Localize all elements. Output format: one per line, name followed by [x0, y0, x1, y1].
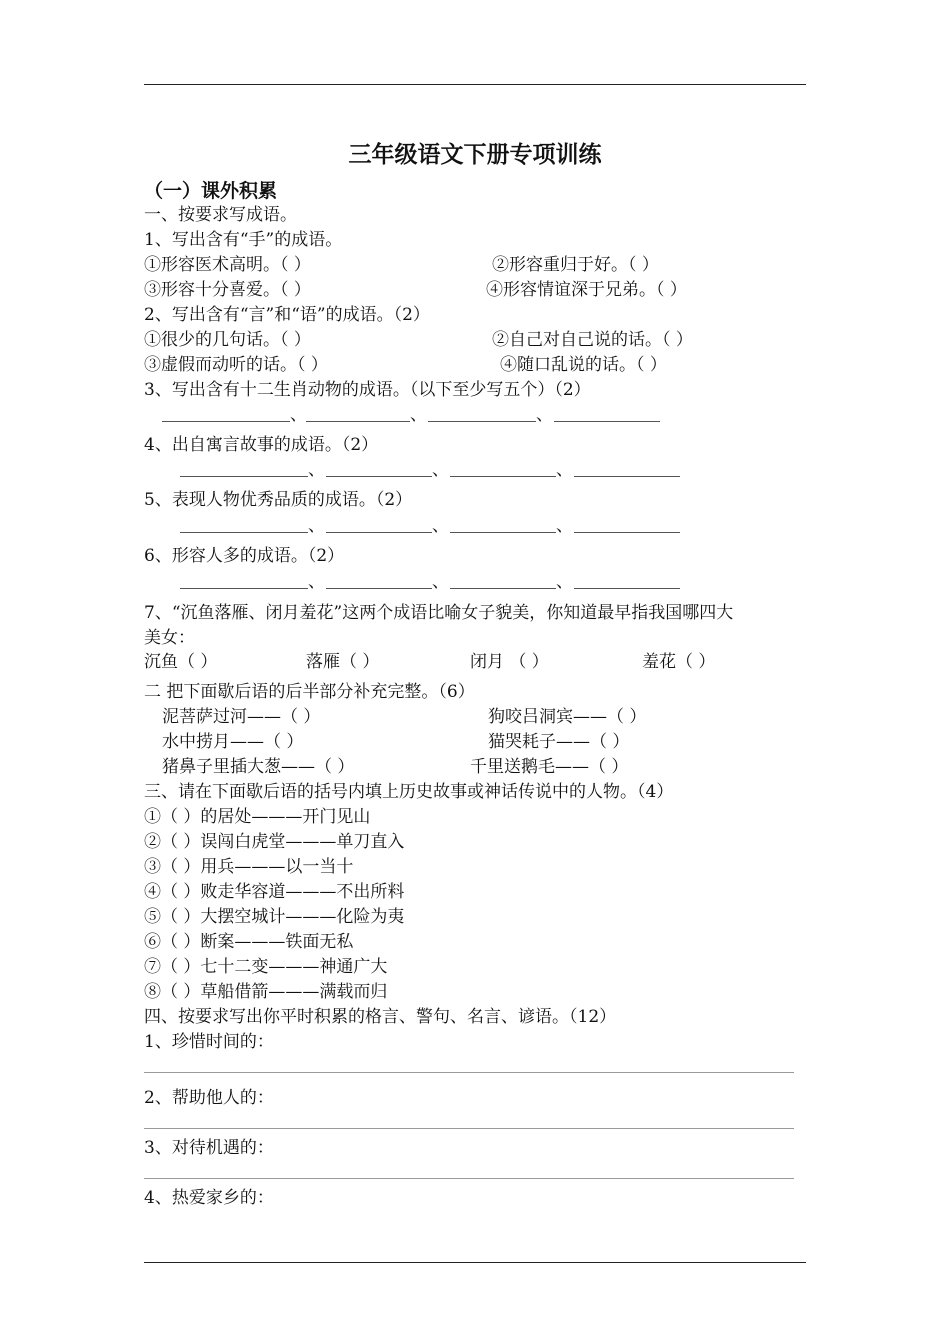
xiehouyu-item: 水中捞月——（ ）: [162, 732, 304, 752]
answer-blank[interactable]: [450, 476, 556, 477]
q1-item-d: ④形容情谊深于兄弟。（ ）: [486, 280, 687, 300]
answer-blank[interactable]: [180, 532, 308, 533]
proverb-prompt: 3、对待机遇的：: [144, 1138, 274, 1158]
q1-heading: 1、写出含有“手”的成语。: [144, 230, 343, 250]
proverb-prompt: 1、珍惜时间的：: [144, 1032, 274, 1052]
q2-item-b: ②自己对自己说的话。（ ）: [492, 330, 693, 350]
writing-line[interactable]: [144, 1178, 794, 1179]
proverb-prompt: 2、帮助他人的：: [144, 1088, 274, 1108]
part4-heading: 四、按要求写出你平时积累的格言、警句、名言、谚语。（12）: [144, 1007, 617, 1027]
figure-item: ①（ ）的居处———开门见山: [144, 807, 371, 827]
separator: 、: [308, 516, 325, 536]
q2-item-d: ④随口乱说的话。（ ）: [500, 355, 667, 375]
q7-line1: 7、“沉鱼落雁、闭月羞花”这两个成语比喻女子貌美，你知道最早指我国哪四大: [144, 603, 734, 623]
section-heading: （一）课外积累: [144, 180, 278, 202]
q4-heading: 4、出自寓言故事的成语。（2）: [144, 435, 379, 455]
figure-item: ⑤（ ）大摆空城计———化险为夷: [144, 907, 405, 927]
separator: 、: [432, 516, 449, 536]
q7-item: 羞花（ ）: [642, 652, 716, 672]
figure-item: ②（ ）误闯白虎堂———单刀直入: [144, 832, 405, 852]
figure-item: ⑧（ ）草船借箭———满载而归: [144, 982, 388, 1002]
answer-blank[interactable]: [180, 476, 308, 477]
xiehouyu-item: 猪鼻子里插大葱——（ ）: [162, 757, 355, 777]
figure-item: ⑦（ ）七十二变———神通广大: [144, 957, 388, 977]
part3-heading: 三、请在下面歇后语的括号内填上历史故事或神话传说中的人物。（4）: [144, 782, 674, 802]
xiehouyu-item: 泥菩萨过河——（ ）: [162, 707, 321, 727]
q7-item: 沉鱼（ ）: [144, 652, 218, 672]
figure-item: ④（ ）败走华容道———不出所料: [144, 882, 405, 902]
q7-line2: 美女：: [144, 628, 195, 648]
separator: 、: [410, 405, 427, 425]
xiehouyu-item: 猫哭耗子——（ ）: [488, 732, 630, 752]
page-title: 三年级语文下册专项训练: [348, 142, 602, 168]
answer-blank[interactable]: [450, 532, 556, 533]
q5-heading: 5、表现人物优秀品质的成语。（2）: [144, 490, 413, 510]
separator: 、: [432, 572, 449, 592]
answer-blank[interactable]: [326, 532, 432, 533]
bottom-rule: [144, 1262, 806, 1263]
part1-heading: 一、按要求写成语。: [144, 205, 297, 225]
xiehouyu-item: 狗咬吕洞宾——（ ）: [488, 707, 647, 727]
answer-blank[interactable]: [428, 421, 536, 422]
answer-blank[interactable]: [306, 421, 410, 422]
q3-heading: 3、写出含有十二生肖动物的成语。（以下至少写五个）（2）: [144, 380, 591, 400]
separator: 、: [432, 460, 449, 480]
q1-item-c: ③形容十分喜爱。（ ）: [144, 280, 311, 300]
separator: 、: [556, 516, 573, 536]
q1-item-a: ①形容医术高明。（ ）: [144, 255, 311, 275]
answer-blank[interactable]: [574, 532, 680, 533]
q2-heading: 2、写出含有“言”和“语”的成语。（2）: [144, 305, 430, 325]
q2-item-a: ①很少的几句话。（ ）: [144, 330, 311, 350]
writing-line[interactable]: [144, 1128, 794, 1129]
separator: 、: [290, 405, 307, 425]
q6-heading: 6、形容人多的成语。（2）: [144, 546, 345, 566]
separator: 、: [308, 572, 325, 592]
top-rule: [144, 84, 806, 85]
answer-blank[interactable]: [554, 421, 660, 422]
xiehouyu-item: 千里送鹅毛——（ ）: [470, 757, 629, 777]
separator: 、: [308, 460, 325, 480]
separator: 、: [536, 405, 553, 425]
separator: 、: [556, 460, 573, 480]
answer-blank[interactable]: [574, 588, 680, 589]
writing-line[interactable]: [144, 1072, 794, 1073]
answer-blank[interactable]: [180, 588, 308, 589]
answer-blank[interactable]: [574, 476, 680, 477]
part2-heading: 二 把下面歇后语的后半部分补充完整。（6）: [144, 682, 475, 702]
answer-blank[interactable]: [450, 588, 556, 589]
figure-item: ⑥（ ）断案———铁面无私: [144, 932, 354, 952]
proverb-prompt: 4、热爱家乡的：: [144, 1188, 274, 1208]
q1-item-b: ②形容重归于好。（ ）: [492, 255, 659, 275]
q7-item: 闭月 （ ）: [470, 652, 549, 672]
separator: 、: [556, 572, 573, 592]
answer-blank[interactable]: [326, 588, 432, 589]
figure-item: ③（ ）用兵———以一当十: [144, 857, 354, 877]
q7-item: 落雁（ ）: [306, 652, 380, 672]
q2-item-c: ③虚假而动听的话。（ ）: [144, 355, 328, 375]
answer-blank[interactable]: [326, 476, 432, 477]
answer-blank[interactable]: [162, 421, 290, 422]
